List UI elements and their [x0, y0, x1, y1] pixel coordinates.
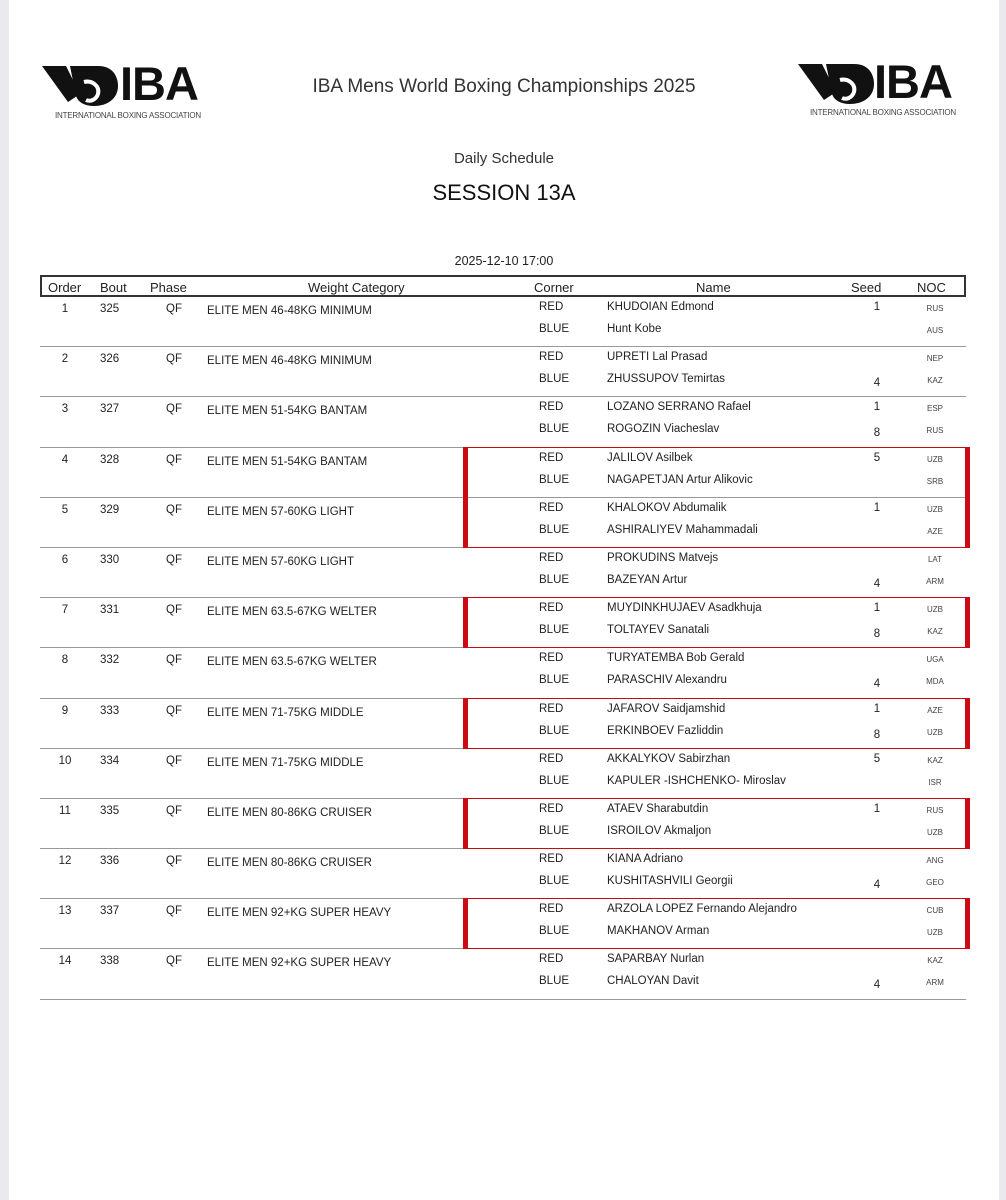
table-row [40, 548, 966, 598]
corner-cell: RED [539, 551, 564, 564]
logo-subtext: INTERNATIONAL BOXING ASSOCIATION [55, 111, 201, 120]
noc-cell: UZB [927, 605, 943, 615]
blue-corner-line [40, 524, 966, 544]
noc-cell: KAZ [927, 627, 943, 637]
table-row [40, 448, 966, 498]
corner-cell: BLUE [539, 975, 570, 988]
phase-cell: QF [166, 403, 182, 416]
weight-category-cell: ELITE MEN 80-86KG CRUISER [207, 857, 372, 870]
seed-cell: 1 [873, 301, 881, 313]
blue-corner-line [40, 373, 966, 393]
corner-cell: BLUE [539, 523, 570, 536]
red-corner-line [40, 953, 966, 973]
noc-cell: AUS [926, 326, 944, 335]
bout-cell: 327 [100, 403, 120, 416]
phase-cell: QF [166, 754, 182, 767]
blue-corner-line [40, 925, 966, 945]
noc-cell: KAZ [927, 755, 943, 765]
corner-cell: BLUE [539, 423, 570, 436]
order-cell: 4 [61, 453, 69, 466]
blue-corner-line [40, 975, 966, 995]
phase-cell: QF [166, 955, 182, 968]
table-row [40, 648, 966, 698]
corner-cell: RED [539, 702, 564, 715]
column-header-bout: Bout [100, 280, 127, 295]
phase-cell: QF [166, 654, 182, 667]
corner-cell: BLUE [539, 373, 570, 386]
boxer-name-cell: ARZOLA LOPEZ Fernando Alejandro [607, 903, 797, 916]
boxer-name-cell: PROKUDINS Matvejs [607, 551, 719, 564]
noc-cell: UZB [927, 504, 943, 514]
bout-cell: 331 [100, 604, 120, 617]
corner-cell: BLUE [539, 323, 570, 335]
phase-cell: QF [166, 704, 182, 717]
noc-cell: GEO [926, 878, 944, 888]
column-header-order: Order [48, 280, 82, 295]
seed-cell: 8 [873, 628, 881, 641]
corner-cell: BLUE [539, 674, 570, 687]
red-corner-line [40, 753, 966, 773]
phase-cell: QF [166, 604, 182, 617]
order-cell: 14 [58, 955, 72, 968]
seed-cell: 1 [873, 802, 881, 815]
corner-cell: BLUE [539, 925, 570, 938]
noc-cell: NEP [926, 354, 944, 364]
boxer-name-cell: KIANA Adriano [607, 853, 684, 866]
corner-cell: RED [539, 853, 564, 866]
order-cell: 12 [58, 855, 72, 868]
column-header-corner: Corner [534, 280, 574, 295]
corner-cell: BLUE [539, 875, 570, 888]
blue-corner-line [40, 674, 966, 694]
noc-cell: UZB [927, 727, 943, 737]
blue-corner-line [40, 875, 966, 895]
seed-cell: 1 [873, 401, 881, 414]
boxer-name-cell: ATAEV Sharabutdin [607, 802, 709, 815]
corner-cell: RED [539, 752, 564, 765]
noc-cell: SRB [926, 476, 944, 486]
red-corner-line [40, 301, 966, 321]
seed-cell: 4 [873, 678, 881, 691]
weight-category-cell: ELITE MEN 92+KG SUPER HEAVY [207, 957, 392, 970]
seed-cell: 1 [873, 602, 881, 615]
boxer-name-cell: KUSHITASHVILI Georgii [607, 875, 733, 888]
noc-cell: ARM [926, 978, 944, 988]
order-cell: 13 [58, 905, 72, 918]
red-corner-line [40, 903, 966, 923]
weight-category-cell: ELITE MEN 92+KG SUPER HEAVY [207, 907, 392, 920]
boxer-name-cell: JALILOV Asilbek [607, 451, 693, 464]
noc-cell: RUS [926, 426, 944, 436]
order-cell: 2 [61, 353, 69, 366]
bout-cell: 337 [100, 905, 120, 918]
order-cell: 7 [61, 604, 69, 617]
order-cell: 1 [61, 303, 69, 315]
column-header-seed: Seed [851, 280, 882, 295]
blue-corner-line [40, 574, 966, 594]
noc-cell: ESP [926, 404, 943, 414]
weight-category-cell: ELITE MEN 46-48KG MINIMUM [207, 355, 372, 368]
blue-corner-line [40, 624, 966, 644]
phase-cell: QF [166, 503, 182, 516]
corner-cell: BLUE [539, 473, 570, 486]
weight-category-cell: ELITE MEN 63.5-67KG WELTER [207, 656, 377, 669]
corner-cell: RED [539, 602, 564, 615]
red-corner-line [40, 703, 966, 723]
corner-cell: BLUE [539, 724, 570, 737]
boxer-name-cell: TURYATEMBA Bob Gerald [607, 652, 745, 665]
red-corner-line [40, 401, 966, 421]
red-corner-line [40, 853, 966, 873]
order-cell: 10 [58, 754, 72, 767]
boxer-name-cell: MAKHANOV Arman [607, 925, 710, 938]
logo-subtext: INTERNATIONAL BOXING ASSOCIATION [810, 108, 956, 117]
corner-cell: RED [539, 903, 564, 916]
weight-category-cell: ELITE MEN 80-86KG CRUISER [207, 806, 372, 819]
table-row [40, 749, 966, 799]
corner-cell: RED [539, 351, 564, 364]
session-label: SESSION 13A [432, 180, 576, 205]
table-row [40, 849, 966, 899]
red-corner-line [40, 602, 966, 622]
boxer-name-cell: AKKALYKOV Sabirzhan [607, 752, 731, 765]
column-header-weight-category: Weight Category [308, 280, 405, 295]
phase-cell: QF [166, 453, 182, 466]
seed-cell: 4 [873, 979, 881, 992]
table-row [40, 799, 966, 849]
boxer-name-cell: PARASCHIV Alexandru [607, 674, 727, 687]
table-body [40, 297, 966, 1000]
noc-cell: AZE [927, 526, 943, 536]
noc-cell: UZB [927, 928, 943, 938]
boxer-name-cell: CHALOYAN Davit [607, 975, 699, 988]
corner-cell: RED [539, 953, 564, 966]
boxer-name-cell: SAPARBAY Nurlan [607, 953, 705, 966]
weight-category-cell: ELITE MEN 57-60KG LIGHT [207, 505, 354, 518]
table-row [40, 297, 966, 347]
order-cell: 3 [61, 403, 69, 416]
red-corner-line [40, 803, 966, 823]
boxer-name-cell: KHUDOIAN Edmond [607, 301, 714, 313]
seed-cell: 4 [873, 377, 881, 390]
weight-category-cell: ELITE MEN 71-75KG MIDDLE [207, 756, 364, 769]
seed-cell: 1 [873, 702, 881, 715]
noc-cell: CUB [926, 906, 944, 916]
schedule-table [40, 275, 966, 1000]
red-corner-line [40, 452, 966, 472]
seed-cell: 5 [873, 752, 881, 765]
phase-cell: QF [166, 553, 182, 566]
corner-cell: BLUE [539, 624, 570, 637]
seed-cell: 1 [873, 501, 881, 514]
corner-cell: RED [539, 301, 564, 313]
boxer-name-cell: BAZEYAN Artur [607, 573, 688, 586]
bout-cell: 335 [100, 804, 120, 817]
boxer-name-cell: UPRETI Lal Prasad [607, 351, 708, 364]
session-datetime: 2025-12-10 17:00 [454, 254, 554, 268]
seed-cell: 4 [873, 879, 881, 892]
bout-cell: 336 [100, 855, 120, 868]
corner-cell: RED [539, 401, 564, 414]
table-header [40, 275, 966, 297]
bout-cell: 329 [100, 503, 120, 516]
schedule-label: Daily Schedule [453, 150, 555, 167]
boxer-name-cell: KHALOKOV Abdumalik [607, 501, 727, 514]
blue-corner-line [40, 423, 966, 443]
boxer-name-cell: JAFAROV Saidjamshid [607, 702, 726, 715]
weight-category-cell: ELITE MEN 51-54KG BANTAM [207, 405, 368, 418]
noc-cell: UGA [926, 655, 944, 665]
noc-cell: LAT [927, 554, 943, 564]
table-row [40, 347, 966, 397]
boxer-name-cell: ERKINBOEV Fazliddin [607, 724, 724, 737]
red-corner-line [40, 351, 966, 371]
boxer-name-cell: ASHIRALIYEV Mahammadali [607, 523, 758, 536]
noc-cell: KAZ [927, 956, 943, 966]
phase-cell: QF [166, 804, 182, 817]
order-cell: 8 [61, 654, 69, 667]
boxer-name-cell: TOLTAYEV Sanatali [607, 624, 710, 637]
noc-cell: KAZ [927, 376, 943, 386]
noc-cell: ANG [926, 856, 944, 866]
blue-corner-line [40, 825, 966, 845]
blue-corner-line [40, 474, 966, 494]
bout-cell: 328 [100, 453, 120, 466]
seed-cell: 4 [873, 577, 881, 590]
boxer-name-cell: ROGOZIN Viacheslav [607, 423, 720, 436]
weight-category-cell: ELITE MEN 71-75KG MIDDLE [207, 706, 364, 719]
boxer-name-cell: MUYDINKHUJAEV Asadkhuja [607, 602, 762, 615]
order-cell: 11 [59, 804, 71, 817]
bout-cell: 325 [100, 303, 120, 315]
document-page [9, 0, 999, 1200]
order-cell: 6 [61, 553, 69, 566]
table-row [40, 498, 966, 548]
table-row [40, 899, 966, 949]
red-corner-line [40, 652, 966, 672]
bout-cell: 326 [100, 353, 120, 366]
phase-cell: QF [166, 855, 182, 868]
noc-cell: ISR [928, 777, 942, 787]
seed-cell: 5 [873, 451, 881, 464]
bout-cell: 338 [100, 955, 120, 968]
logo-text: IBA [120, 57, 198, 110]
blue-corner-line [40, 775, 966, 795]
column-header-phase: Phase [150, 280, 187, 295]
seed-cell: 8 [873, 728, 881, 741]
weight-category-cell: ELITE MEN 63.5-67KG WELTER [207, 606, 377, 619]
boxer-name-cell: ZHUSSUPOV Temirtas [607, 373, 726, 386]
order-cell: 5 [61, 503, 69, 516]
blue-corner-line [40, 725, 966, 745]
boxer-name-cell: Hunt Kobe [607, 323, 662, 335]
noc-cell: RUS [926, 304, 944, 313]
logo-text: IBA [874, 55, 952, 108]
event-title: IBA Mens World Boxing Championships 2025 [312, 76, 696, 97]
corner-cell: BLUE [539, 774, 570, 787]
table-row [40, 397, 966, 447]
noc-cell: RUS [926, 805, 944, 815]
corner-cell: BLUE [539, 824, 570, 837]
phase-cell: QF [166, 353, 182, 366]
noc-cell: UZB [927, 454, 943, 464]
bout-cell: 334 [100, 754, 120, 767]
corner-cell: RED [539, 451, 564, 464]
table-row [40, 699, 966, 749]
order-cell: 9 [61, 704, 69, 717]
column-header-noc: NOC [917, 280, 946, 295]
boxer-name-cell: ISROILOV Akmaljon [607, 824, 712, 837]
column-header-name: Name [696, 280, 731, 295]
boxer-name-cell: LOZANO SERRANO Rafael [607, 401, 751, 414]
boxer-name-cell: NAGAPETJAN Artur Alikovic [607, 473, 753, 486]
bout-cell: 330 [100, 553, 120, 566]
weight-category-cell: ELITE MEN 57-60KG LIGHT [207, 555, 354, 568]
weight-category-cell: ELITE MEN 46-48KG MINIMUM [207, 305, 372, 317]
seed-cell: 8 [873, 427, 881, 440]
red-corner-line [40, 552, 966, 572]
table-row [40, 949, 966, 999]
phase-cell: QF [166, 905, 182, 918]
noc-cell: AZE [927, 705, 943, 715]
weight-category-cell: ELITE MEN 51-54KG BANTAM [207, 455, 368, 468]
bout-cell: 332 [100, 654, 120, 667]
blue-corner-line [40, 323, 966, 343]
table-row [40, 598, 966, 648]
corner-cell: RED [539, 802, 564, 815]
corner-cell: RED [539, 501, 564, 514]
corner-cell: BLUE [539, 573, 570, 586]
noc-cell: MDA [926, 677, 944, 687]
noc-cell: ARM [926, 576, 944, 586]
bout-cell: 333 [100, 704, 120, 717]
phase-cell: QF [166, 303, 182, 315]
noc-cell: UZB [927, 827, 943, 837]
red-corner-line [40, 502, 966, 522]
boxer-name-cell: KAPULER -ISHCHENKO- Miroslav [607, 774, 786, 787]
corner-cell: RED [539, 652, 564, 665]
